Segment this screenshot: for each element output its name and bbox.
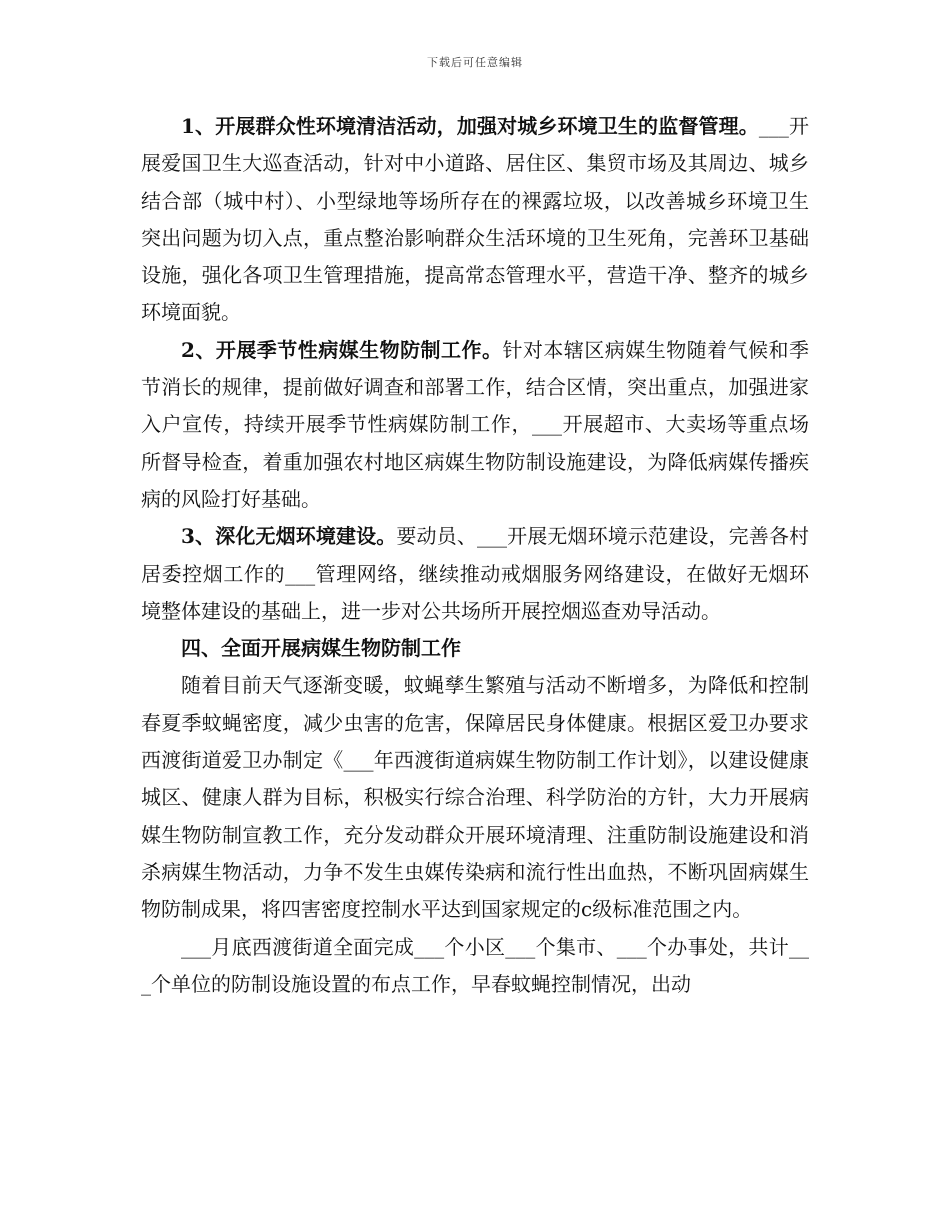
paragraph-environment-cleaning [141, 108, 809, 332]
paragraph-vector-control-plan [141, 667, 809, 928]
paragraph-lead: 3、深化无烟环境建设。 [181, 524, 397, 549]
document-body [141, 108, 809, 1003]
paragraph-lead: 1、开展群众性环境清洁活动，加强对城乡环境卫生的监督管理。 [181, 114, 759, 138]
paragraph-seasonal-vector-control [141, 332, 809, 518]
paragraph-text: 要动员、___开展无烟环境示范建设，完善各村居委控烟工作的___管理网络，继续推动戒烟服务网络建设，在做好无烟环境整体建设的基础上，进一步对公共场所开展控烟巡查劝导活动。 [141, 524, 810, 623]
page-header-note: 下载后可任意编辑 [427, 56, 523, 69]
paragraph-smoke-free [141, 518, 809, 630]
paragraph-lead: 2、开展季节性病媒生物防制工作。 [181, 337, 503, 362]
section-heading: 四、全面开展病媒生物防制工作 [181, 636, 461, 661]
paragraph-text: 针对本辖区病媒生物随着气候和季节消长的规律，提前做好调查和部署工作，结合区情，突出重点，加强进家入户宣传，持续开展季节性病媒防制工作，___开展超市、大卖场等重点场所督导检查，着重加强农村地区病媒生物防制设施建设，为降低病媒传播疾病的风险打好基础。 [141, 337, 810, 511]
paragraph-text: ___开展爱国卫生大巡查活动，针对中小道路、居住区、集贸市场及其周边、城乡结合部（城中村）、小型绿地等场所存在的裸露垃圾，以改善城乡环境卫生突出问题为切入点，重点整治影响群众生活环境的卫生死角，完善环卫基础设施，强化各项卫生管理措施，提高常态管理水平，营造干净、整齐的城乡环境面貌。 [141, 114, 809, 325]
paragraph-text: ___月底西渡街道全面完成___个小区___个集市、___个办事处，共计___个单位的防制设施设置的布点工作，早春蚊蝇控制情况，出动 [141, 934, 809, 996]
paragraph-text: 随着目前天气逐渐变暖，蚊蝇孳生繁殖与活动不断增多，为降低和控制春夏季蚊蝇密度，减少虫害的危害，保障居民身体健康。根据区爱卫办要求西渡街道爱卫办制定《___年西渡街道病媒生物防制工作计划》，以建设健康城区、健康人群为目标，积极实行综合治理、科学防治的方针，大力开展病媒生物防制宣教工作，充分发动群众开展环境清理、注重防制设施建设和消杀病媒生物活动，力争不发生虫媒传染病和流行性出血热，不断巩固病媒生物防制成果，将四害密度控制水平达到国家规定的c级标准范围之内。 [141, 673, 809, 922]
paragraph-facility-deployment [141, 929, 809, 1004]
